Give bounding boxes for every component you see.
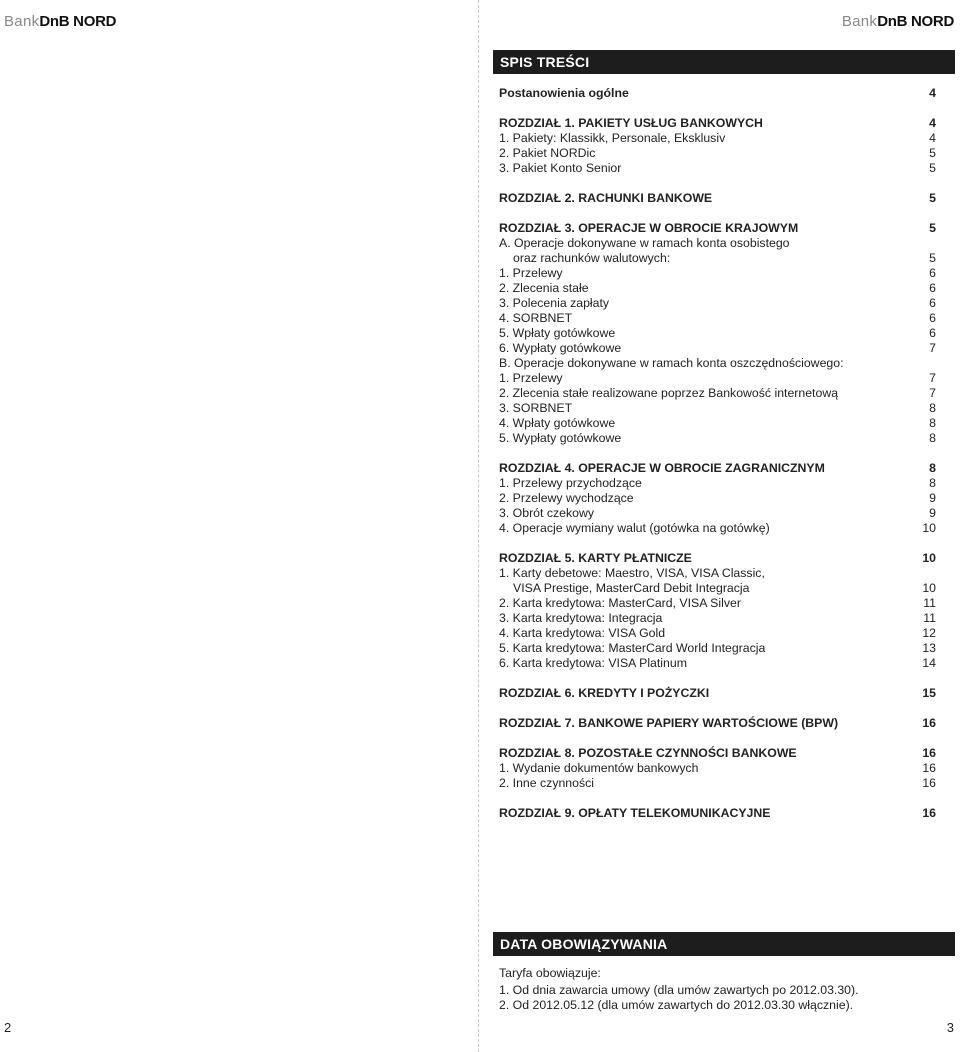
toc-entry-line	[499, 641, 936, 656]
toc-entry-page: 6	[929, 266, 936, 280]
toc-entry-line	[499, 131, 936, 146]
toc-entry-page: 5	[929, 191, 936, 205]
toc-entry-text: oraz rachunków walutowych:	[513, 251, 671, 265]
toc-chapter-line	[499, 716, 936, 731]
toc-entry-text: ROZDZIAŁ 2. RACHUNKI BANKOWE	[499, 191, 713, 205]
toc-title-bar	[493, 50, 955, 74]
toc-entry-page: 10	[922, 551, 936, 565]
toc-entry-text: 6. Wypłaty gotówkowe	[499, 341, 622, 355]
toc-entry-line	[499, 161, 936, 176]
toc-chapter-line	[499, 461, 936, 476]
toc-entry-page: 8	[929, 401, 936, 415]
toc-entry-text: 4. Operacje wymiany walut (gotówka na gotówkę)	[499, 521, 770, 535]
toc-entry-text: 2. Zlecenia stałe	[499, 281, 589, 295]
toc-entry-line	[499, 476, 936, 491]
toc-entry-text: ROZDZIAŁ 1. PAKIETY USŁUG BANKOWYCH	[499, 116, 763, 130]
toc-entry-page: 9	[929, 491, 936, 505]
toc-entry-text: ROZDZIAŁ 6. KREDYTY I POŻYCZKI	[499, 686, 710, 700]
toc-entry-text: 2. Zlecenia stałe realizowane poprzez Bankowość internetową	[499, 386, 839, 400]
toc-entry-text: VISA Prestige, MasterCard Debit Integracja	[513, 581, 750, 595]
bank-logo-right	[842, 13, 954, 30]
toc-entry-line	[499, 326, 936, 341]
toc-entry-text: ROZDZIAŁ 9. OPŁATY TELEKOMUNIKACYJNE	[499, 806, 771, 820]
toc-entry-page: 16	[922, 776, 936, 790]
toc-entry-line	[499, 371, 936, 386]
toc-entry-line	[499, 356, 936, 371]
toc-entry-page: 8	[929, 431, 936, 445]
page-number-left: 2	[4, 1020, 12, 1035]
page-number-right: 3	[946, 1020, 954, 1035]
toc-entry-text: 1. Wydanie dokumentów bankowych	[499, 761, 699, 775]
toc-chapter-line	[499, 806, 936, 821]
toc-entry-text: 2. Inne czynności	[499, 776, 595, 790]
toc-entry-line	[499, 566, 936, 581]
toc-chapter-line	[499, 221, 936, 236]
toc-entry-line	[499, 281, 936, 296]
logo-brand-word: DnB NORD	[877, 13, 954, 30]
validity-title: DATA OBOWIĄZYWANIA	[500, 936, 668, 952]
toc-entry-page: 10	[922, 581, 936, 595]
toc-entry-line	[499, 251, 936, 266]
toc-entry-page: 5	[929, 221, 936, 235]
toc-entry-text: 5. Wpłaty gotówkowe	[499, 326, 616, 340]
toc-entry-text: 1. Pakiety: Klassikk, Personale, Eksklusiv	[499, 131, 726, 145]
logo-bank-word: Bank	[841, 13, 878, 30]
toc-entry-page: 8	[929, 476, 936, 490]
toc-entry-text: ROZDZIAŁ 4. OPERACJE W OBROCIE ZAGRANICZNYM	[499, 461, 825, 475]
toc-entry-line	[499, 401, 936, 416]
toc-chapter-line	[499, 686, 936, 701]
toc-chapter-line	[499, 191, 936, 206]
toc-entry-page: 14	[922, 656, 936, 670]
toc-entry-page: 6	[929, 311, 936, 325]
bank-logo-left	[4, 13, 116, 30]
toc-entry-text: ROZDZIAŁ 8. POZOSTAŁE CZYNNOŚCI BANKOWE	[499, 746, 797, 760]
toc-entry-line	[499, 431, 936, 446]
toc-entry-page: 6	[929, 326, 936, 340]
toc-entry-line	[499, 266, 936, 281]
toc-entry-text: 3. Karta kredytowa: Integracja	[499, 611, 663, 625]
toc-entry-page: 16	[922, 716, 936, 730]
toc-chapter-line	[499, 116, 936, 131]
toc-entry-text: 1. Przelewy przychodzące	[499, 476, 642, 490]
toc-entry-page: 16	[922, 746, 936, 760]
toc-entry-line	[499, 581, 936, 596]
toc-entry-line	[499, 236, 936, 251]
toc-chapter-line	[499, 551, 936, 566]
toc-entry-text: 3. Pakiet Konto Senior	[499, 161, 622, 175]
toc-entry-page: 8	[929, 461, 936, 475]
toc-entry-text: 5. Karta kredytowa: MasterCard World Integracja	[499, 641, 766, 655]
toc-entry-text: 4. Wpłaty gotówkowe	[499, 416, 616, 430]
toc-entry-page: 8	[929, 416, 936, 430]
toc-entry-text: Postanowienia ogólne	[499, 86, 629, 100]
toc-entry-line	[499, 761, 936, 776]
toc-entry-line	[499, 596, 936, 611]
toc-entry-text: 2. Pakiet NORDic	[499, 146, 596, 160]
toc-entry-line	[499, 776, 936, 791]
toc-entry-page: 7	[929, 341, 936, 355]
logo-brand-word: DnB NORD	[39, 13, 117, 30]
toc-entry-text: A. Operacje dokonywane w ramach konta osobistego	[499, 236, 790, 250]
toc-entry-page: 4	[929, 86, 936, 100]
toc-entry-line	[499, 341, 936, 356]
toc-entry-text: 4. SORBNET	[499, 311, 573, 325]
toc-chapter-line	[499, 746, 936, 761]
toc-entry-line	[499, 491, 936, 506]
toc-entry-text: 2. Przelewy wychodzące	[499, 491, 634, 505]
toc-entry-text: 1. Przelewy	[499, 266, 563, 280]
toc-entry-page: 5	[929, 161, 936, 175]
toc-entry-page: 5	[929, 251, 936, 265]
toc-entry-text: 3. Obrót czekowy	[499, 506, 594, 520]
toc-entry-page: 16	[922, 806, 936, 820]
validity-line: 2. Od 2012.05.12 (dla umów zawartych do 2012.03.30 włącznie).	[499, 998, 854, 1012]
toc-entry-page: 11	[923, 611, 936, 625]
toc-entry-text: 1. Karty debetowe: Maestro, VISA, VISA Classic,	[499, 566, 765, 580]
toc-entry-page: 13	[922, 641, 936, 655]
toc-entry-text: 3. Polecenia zapłaty	[499, 296, 610, 310]
toc-entry-line	[499, 626, 936, 641]
toc-entry-page: 7	[929, 371, 936, 385]
toc-entry-line	[499, 611, 936, 626]
toc-entry-text: 4. Karta kredytowa: VISA Gold	[499, 626, 666, 640]
toc-entry-line	[499, 296, 936, 311]
toc-entry-line	[499, 506, 936, 521]
toc-entry-page: 9	[929, 506, 936, 520]
toc-entry-text: 1. Przelewy	[499, 371, 563, 385]
toc-entry-page: 16	[922, 761, 936, 775]
toc-entry-text: ROZDZIAŁ 5. KARTY PŁATNICZE	[499, 551, 692, 565]
page-fold-divider	[478, 0, 479, 1052]
toc-entry-page: 4	[929, 131, 936, 145]
validity-line: Taryfa obowiązuje:	[499, 966, 601, 980]
validity-line: 1. Od dnia zawarcia umowy (dla umów zawartych po 2012.03.30).	[499, 983, 859, 997]
toc-entry-page: 5	[929, 146, 936, 160]
toc-entry-page: 11	[923, 596, 936, 610]
toc-entry-line	[499, 521, 936, 536]
validity-title-bar	[493, 932, 955, 956]
toc-entry-text: ROZDZIAŁ 3. OPERACJE W OBROCIE KRAJOWYM	[499, 221, 799, 235]
toc-entry-text: 6. Karta kredytowa: VISA Platinum	[499, 656, 687, 670]
toc-entry-text: 2. Karta kredytowa: MasterCard, VISA Silver	[499, 596, 741, 610]
toc-entry-text: 5. Wypłaty gotówkowe	[499, 431, 622, 445]
toc-entry-line	[499, 311, 936, 326]
toc-entry-page: 6	[929, 281, 936, 295]
toc-entry-page: 10	[922, 521, 936, 535]
toc-entry-text: ROZDZIAŁ 7. BANKOWE PAPIERY WARTOŚCIOWE (BPW)	[499, 716, 839, 730]
toc-entry-text: 3. SORBNET	[499, 401, 573, 415]
toc-entry-page: 12	[922, 626, 936, 640]
toc-title: SPIS TREŚCI	[500, 54, 590, 70]
toc-entry-line	[499, 146, 936, 161]
toc-chapter-line	[499, 86, 936, 101]
toc-entry-line	[499, 416, 936, 431]
toc-entry-text: B. Operacje dokonywane w ramach konta oszczędnościowego:	[499, 356, 844, 370]
toc-entry-line	[499, 656, 936, 671]
toc-entry-page: 15	[922, 686, 936, 700]
toc-entry-line	[499, 386, 936, 401]
logo-bank-word: Bank	[4, 13, 40, 30]
toc-entry-page: 4	[929, 116, 936, 130]
toc-entry-page: 7	[929, 386, 936, 400]
toc-entry-page: 6	[929, 296, 936, 310]
